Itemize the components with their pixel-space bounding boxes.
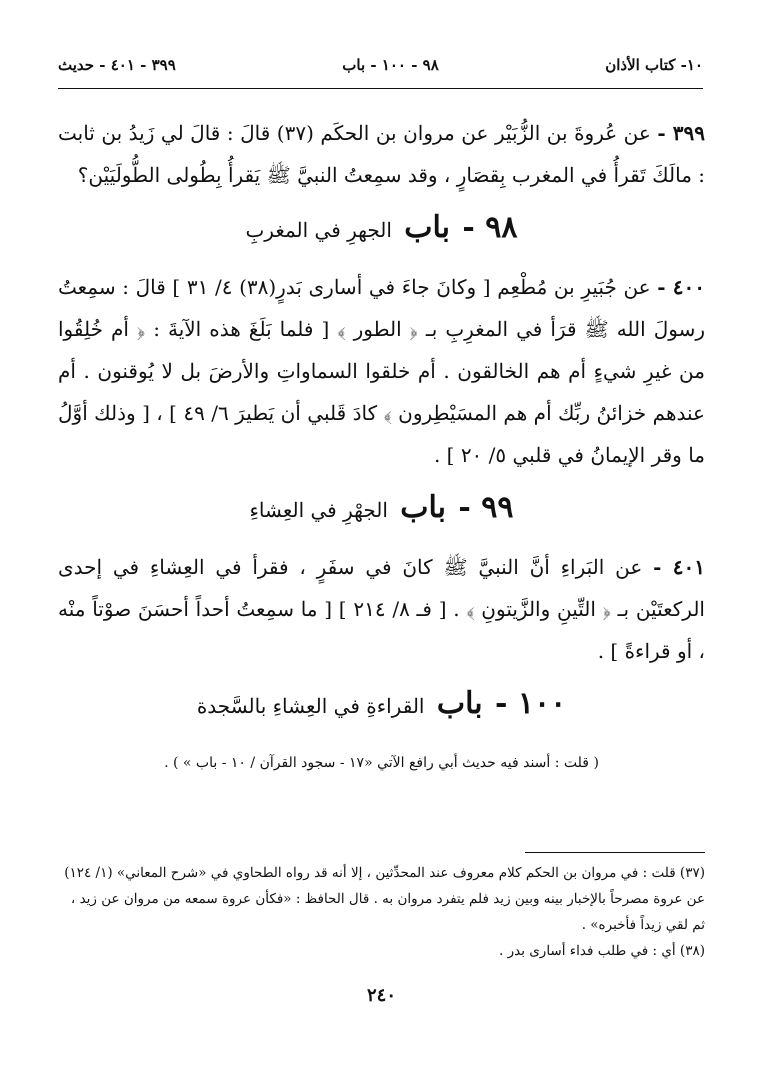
main-text <box>58 112 705 784</box>
chapter-title: الجهْرِ في العِشاءِ <box>249 498 388 522</box>
chapter-title: القراءةِ في العِشاءِ بالسَّجدة <box>196 694 425 718</box>
editor-note: ( قلت : أسند فيه حديث أبي رافع الآتي «١٧ - سجود القرآن / ١٠ - باب » ) . <box>164 755 599 771</box>
chapter-number: ٩٩ - <box>458 490 514 525</box>
hadith-number: ٤٠٠ - <box>657 275 705 299</box>
footnotes <box>58 860 705 964</box>
header-divider <box>58 88 703 89</box>
chapter-heading-100 <box>58 682 705 728</box>
hadith-399 <box>58 112 705 196</box>
hadith-text: عن جُبَيرِ بن مُطْعِم [ وكانَ جاءَ في أسارى بَدرٍ(٣٨) ٤/ ٣١ ] قالَ : سمِعتُ رسولَ الله ﷺ قرَأ في المغرِبِ بـ ﴿ الطور ﴾ [ فلما بَلَغَ هذه الآيةَ : ﴿ أم خُلِقُوا من غيرِ شيءٍ أم هم الخالقون . أم خلقوا السماواتِ والأرضَ بل لا يُوقنون . أم عندهم خزائنُ ربِّك أم هم المسَيْطِرون ﴾ كادَ قَلبي أن يَطيرَ ٦/ ٤٩ ] ، [ وذلك أوَّلُ ما وقر الإيمانُ في قلبي ٥/ ٢٠ ] . <box>58 275 705 467</box>
running-header <box>58 50 703 80</box>
hadith-401 <box>58 546 705 672</box>
footnote-divider <box>525 852 705 853</box>
hadith-text: عن عُروةَ بن الزُّبَيْر عن مروان بن الحكَم (٣٧) قالَ : قالَ لي زَيدُ بن ثابت : مالَكَ تَقرأُ في المغرب بِقصَارٍ ، وقد سمِعتُ النبيَّ ﷺ يَقرأُ بِطُولى الطُّولَيَيْن؟ <box>58 121 705 187</box>
chapter-number: ٩٨ - <box>462 210 518 245</box>
page-number: ٢٤٠ <box>366 985 396 1006</box>
hadith-400 <box>58 266 705 476</box>
chapter-label: باب <box>436 686 483 721</box>
chapter-label: باب <box>400 490 446 525</box>
chapter-heading-99 <box>58 486 705 532</box>
hadith-number: ٤٠١ - <box>653 555 706 579</box>
header-book-title: ١٠- كتاب الأذان <box>605 56 703 74</box>
footnote-37: (٣٧) قلت : في مروان بن الحكم كلام معروف عند المحدِّثين ، إلا أنه قد رواه الطحاوي في «شرح المعاني» (١/ ١٢٤) عن عروة مصرحاً بالإخبار بينه وبين زيد فلم يتفرد مروان به . قال الحافظ : «فكأن عروة سمعه من مروان عن زيد ، ثم لقي زيداً فأخبره» . <box>64 865 705 933</box>
chapter-number: ١٠٠ - <box>494 686 567 721</box>
hadith-text: عن البَراءِ أنَّ النبيَّ ﷺ كانَ في سفَرٍ ، فقرأ في العِشاءِ في إحدى الركعتَيْن بـ ﴿ التِّينِ والزَّيتونِ ﴾ . [ فـ ٨/ ٢١٤ ] [ ما سمِعتُ أحداً أحسَنَ صوْتاً منْه ، أو قراءةً ] . <box>58 555 705 663</box>
footnote-38: (٣٨) أي : في طلب فداء أسارى بدر . <box>499 943 705 959</box>
header-hadith-range: ٣٩٩ - ٤٠١ - حديث <box>58 56 176 74</box>
chapter-label: باب <box>404 210 451 245</box>
header-chapter-range: ٩٨ - ١٠٠ - باب <box>342 56 439 74</box>
chapter-title: الجهرِ في المغربِ <box>245 218 392 242</box>
chapter-heading-98 <box>58 206 705 252</box>
hadith-number: ٣٩٩ - <box>657 121 706 145</box>
